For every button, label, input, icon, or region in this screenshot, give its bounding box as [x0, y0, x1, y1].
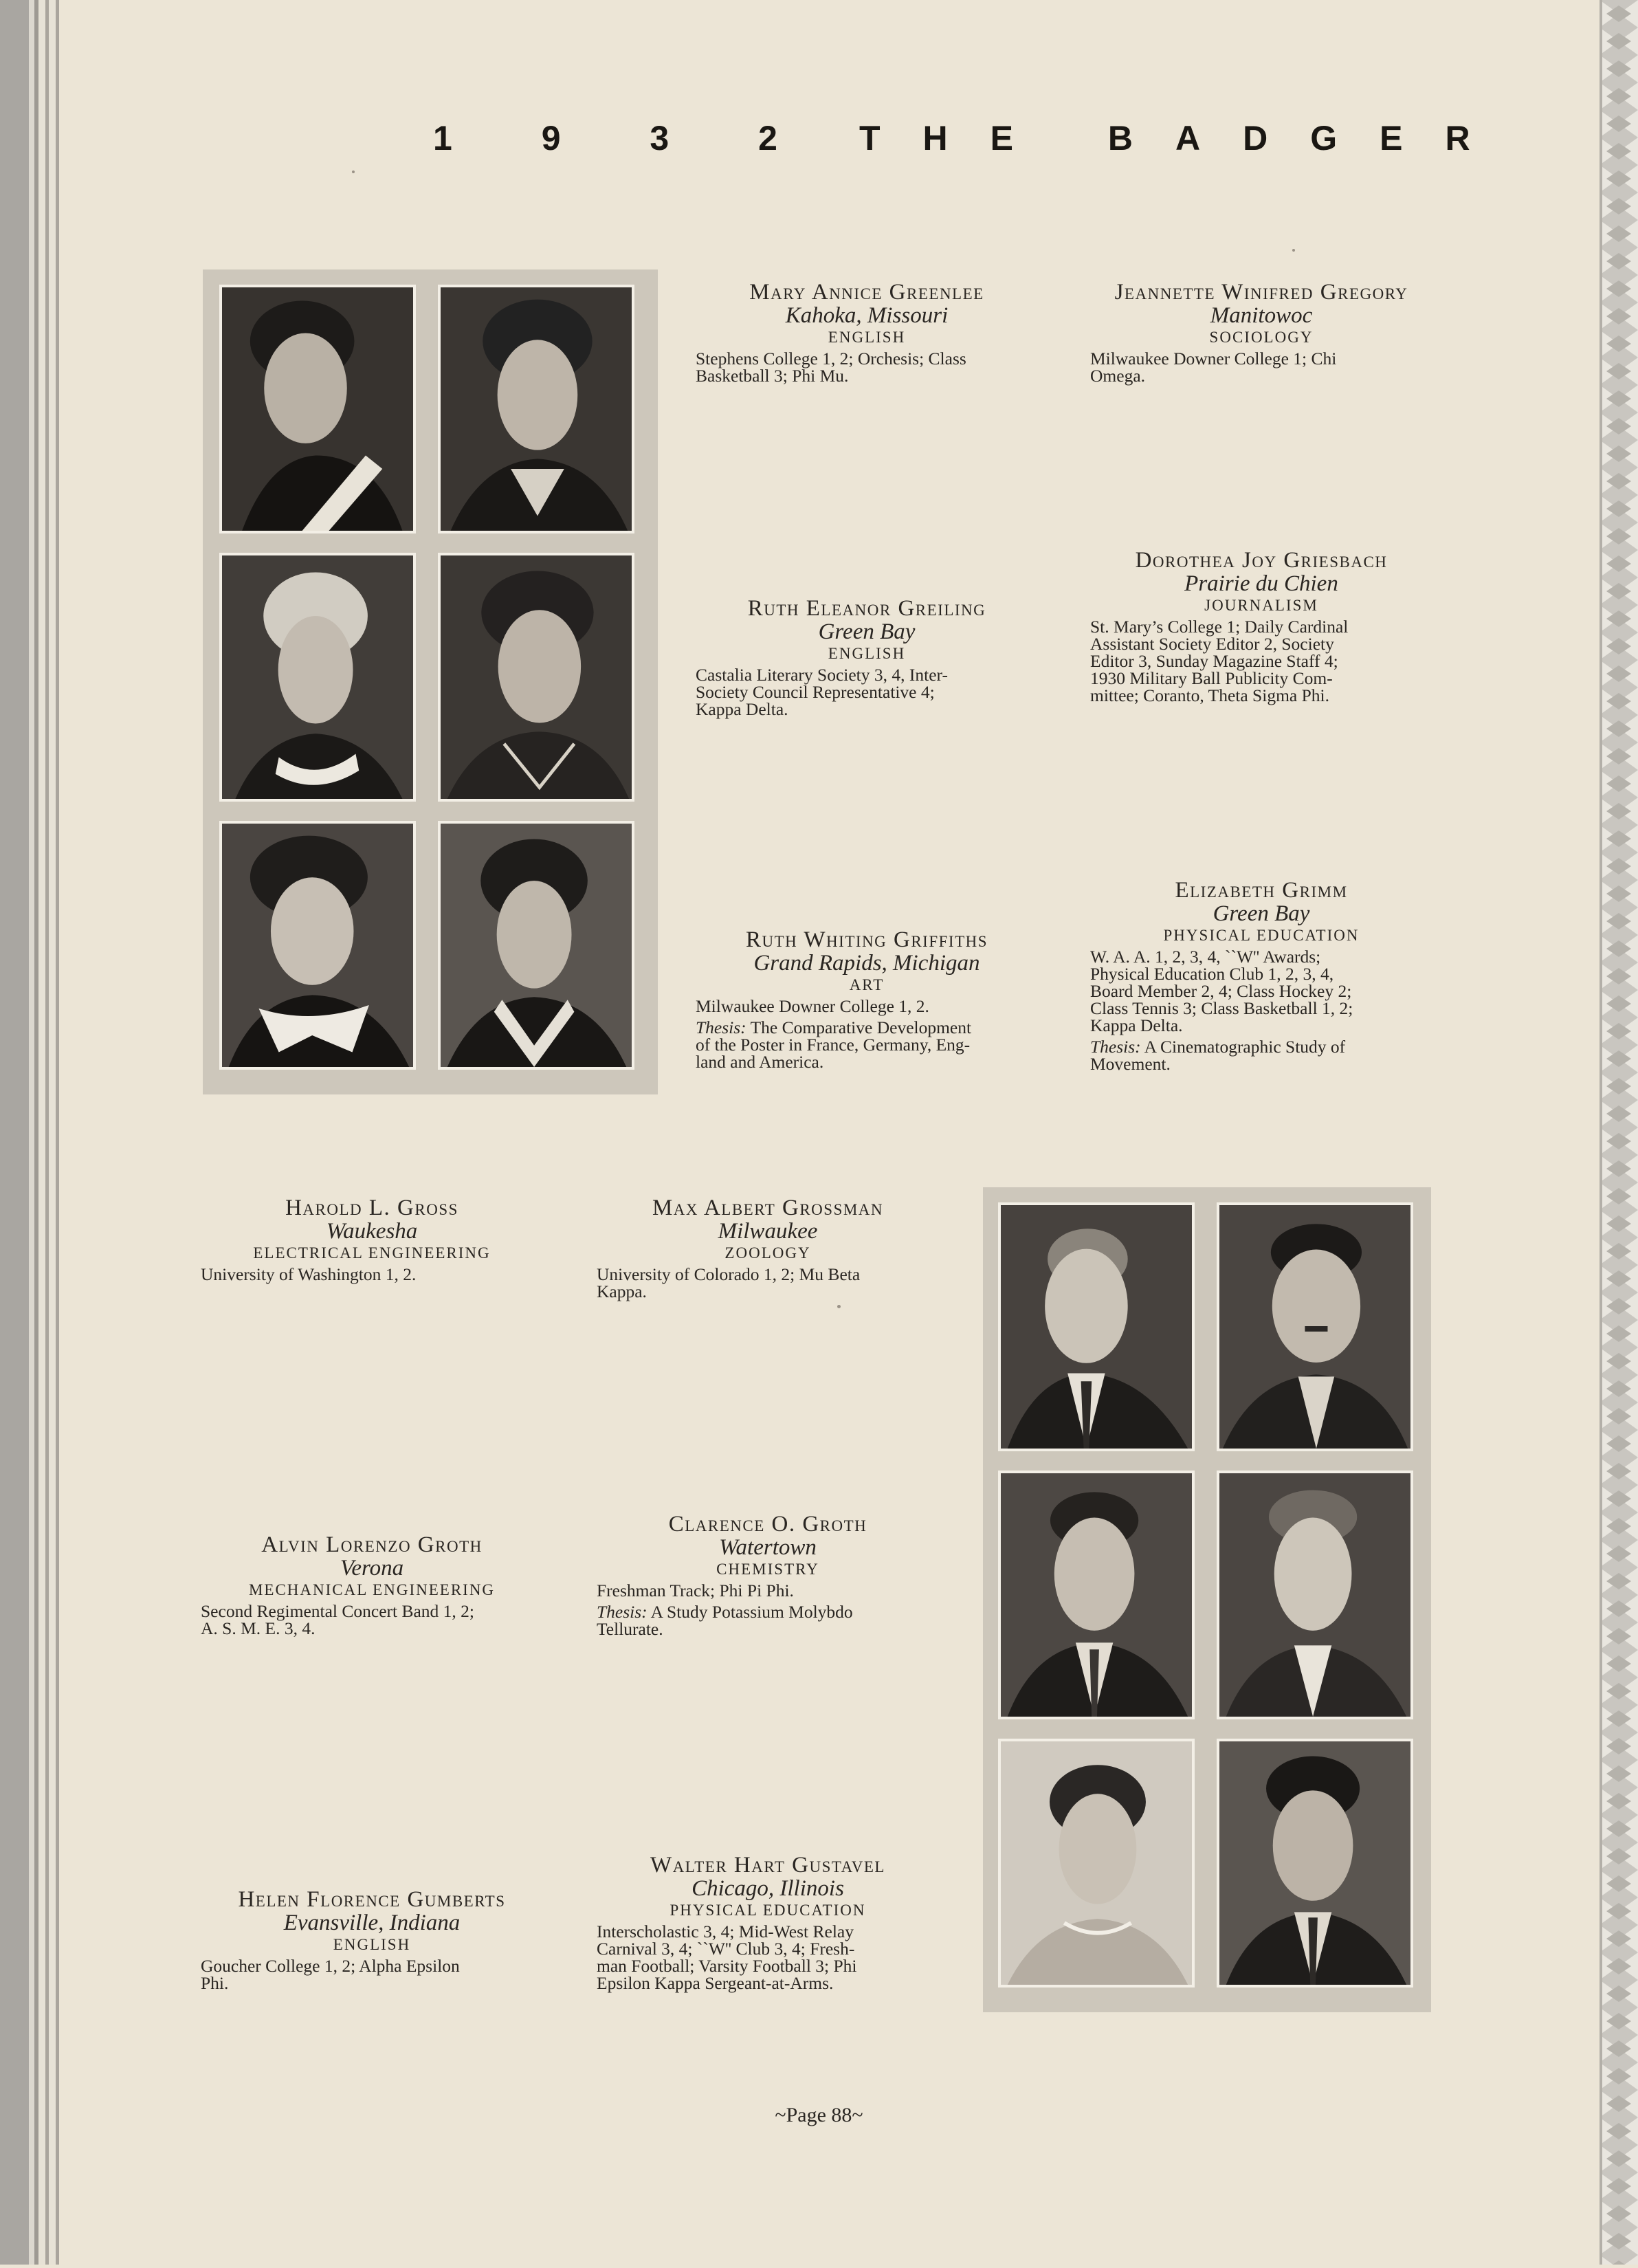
- record-line: mittee; Coranto, Theta Sigma Phi.: [1090, 685, 1329, 705]
- student-major: ELECTRICAL ENGINEERING: [253, 1244, 491, 1262]
- student-record: [1090, 350, 1432, 384]
- portrait-photo: [438, 285, 634, 533]
- record-line: Assistant Society Editor 2, Society: [1090, 634, 1334, 654]
- portrait-photo: [1217, 1202, 1413, 1451]
- thesis-line: [696, 1019, 1038, 1036]
- record-line: Omega.: [1090, 366, 1146, 386]
- student-entry: [201, 1533, 543, 1637]
- portrait-photo: [219, 821, 416, 1070]
- student-name: Alvin Lorenzo Groth: [261, 1532, 483, 1557]
- student-record: [597, 1266, 939, 1300]
- page-number: ~Page 88~: [775, 2104, 863, 2126]
- student-hometown: Kahoka, Missouri: [785, 303, 949, 328]
- thesis-line: Movement.: [1090, 1054, 1171, 1074]
- thesis-line: Tellurate.: [597, 1619, 663, 1639]
- portrait-photo: [219, 553, 416, 802]
- student-major: JOURNALISM: [1204, 597, 1318, 614]
- thesis-line: [1090, 1038, 1432, 1055]
- portrait-photo: [438, 821, 634, 1070]
- student-hometown: Grand Rapids, Michigan: [753, 951, 980, 976]
- portrait-photo: [1217, 1739, 1413, 1988]
- thesis-label: Thesis:: [597, 1602, 648, 1622]
- record-line: University of Colorado 1, 2; Mu Beta: [597, 1264, 861, 1284]
- student-name: Walter Hart Gustavel: [650, 1853, 885, 1878]
- student-record: [597, 1582, 939, 1638]
- student-name: Clarence O. Groth: [668, 1512, 867, 1537]
- thesis-label: Thesis:: [1090, 1037, 1141, 1057]
- student-major: ART: [849, 976, 885, 993]
- record-line: Board Member 2, 4; Class Hockey 2;: [1090, 981, 1352, 1001]
- thesis-text: A Study Potassium Molybdo: [650, 1602, 853, 1622]
- student-hometown: Evansville, Indiana: [283, 1911, 461, 1935]
- student-hometown: Green Bay: [1213, 901, 1310, 926]
- student-entry: [696, 597, 1038, 718]
- student-name: Harold L. Gross: [285, 1196, 458, 1220]
- portrait-photo: [219, 285, 416, 533]
- record-line: University of Washington 1, 2.: [201, 1264, 417, 1284]
- student-name: Helen Florence Gumberts: [238, 1887, 506, 1912]
- student-hometown: Waukesha: [326, 1219, 418, 1244]
- record-line: Kappa Delta.: [696, 699, 788, 719]
- student-hometown: Milwaukee: [718, 1219, 818, 1244]
- record-line: Physical Education Club 1, 2, 3, 4,: [1090, 964, 1334, 984]
- student-entry: [1090, 879, 1432, 1072]
- student-entry: [696, 928, 1038, 1070]
- student-name: Mary Annice Greenlee: [749, 280, 984, 305]
- student-hometown: Green Bay: [818, 619, 916, 644]
- record-line: Basketball 3; Phi Mu.: [696, 366, 849, 386]
- student-hometown: Manitowoc: [1210, 303, 1313, 328]
- student-record: [696, 998, 1038, 1070]
- thesis-text: The Comparative Development: [750, 1017, 972, 1037]
- thesis-text: A Cinematographic Study of: [1144, 1037, 1346, 1057]
- student-record: [1090, 618, 1432, 704]
- record-line: Epsilon Kappa Sergeant-at-Arms.: [597, 1973, 834, 1993]
- student-major: ENGLISH: [828, 329, 906, 346]
- header-year: 1 9 3 2: [433, 119, 817, 157]
- portrait-photo: [998, 1471, 1195, 1719]
- left-page-edge: [0, 0, 65, 2265]
- student-entry: [597, 1512, 939, 1638]
- record-line: St. Mary’s College 1; Daily Cardinal: [1090, 617, 1349, 637]
- student-record: [201, 1957, 543, 1992]
- student-name: Dorothea Joy Griesbach: [1135, 548, 1388, 573]
- student-hometown: Verona: [340, 1556, 404, 1581]
- record-line: Second Regimental Concert Band 1, 2;: [201, 1601, 475, 1621]
- student-hometown: Chicago, Illinois: [691, 1876, 844, 1901]
- photo-panel-bottom: [983, 1187, 1431, 2012]
- student-major: PHYSICAL EDUCATION: [669, 1902, 866, 1919]
- record-line: Milwaukee Downer College 1, 2.: [696, 996, 929, 1016]
- student-record: [696, 666, 1038, 718]
- thesis-line: of the Poster in France, Germany, Eng-: [696, 1035, 971, 1055]
- student-entry: [201, 1196, 543, 1283]
- student-record: [201, 1603, 543, 1637]
- right-decorative-border: [1600, 0, 1638, 2265]
- student-name: Ruth Eleanor Greiling: [747, 596, 986, 621]
- student-entry: [696, 280, 1038, 384]
- record-line: Editor 3, Sunday Magazine Staff 4;: [1090, 651, 1338, 671]
- student-entry: [1090, 280, 1432, 384]
- student-record: [1090, 948, 1432, 1072]
- student-major: ENGLISH: [828, 645, 906, 662]
- record-line: Phi.: [201, 1973, 229, 1993]
- portrait-photo: [1217, 1471, 1413, 1719]
- record-line: Class Tennis 3; Class Basketball 1, 2;: [1090, 998, 1353, 1018]
- paper-speck: [1292, 249, 1295, 252]
- student-major: PHYSICAL EDUCATION: [1163, 927, 1360, 944]
- paper-speck: [352, 170, 355, 173]
- student-major: CHEMISTRY: [716, 1561, 819, 1578]
- record-line: Freshman Track; Phi Pi Phi.: [597, 1581, 794, 1600]
- record-line: man Football; Varsity Football 3; Phi: [597, 1956, 857, 1976]
- running-header: [433, 118, 1533, 166]
- student-major: MECHANICAL ENGINEERING: [248, 1581, 496, 1598]
- student-major: SOCIOLOGY: [1209, 329, 1314, 346]
- student-major: ZOOLOGY: [724, 1244, 811, 1262]
- record-line: Kappa Delta.: [1090, 1015, 1183, 1035]
- thesis-line: land and America.: [696, 1052, 824, 1072]
- student-name: Max Albert Grossman: [652, 1196, 884, 1220]
- student-entry: [1090, 549, 1432, 704]
- record-line: Stephens College 1, 2; Orchesis; Class: [696, 349, 966, 368]
- record-line: Castalia Literary Society 3, 4, Inter-: [696, 665, 948, 685]
- record-line: 1930 Military Ball Publicity Com-: [1090, 668, 1333, 688]
- header-title: THE BADGER: [859, 119, 1513, 157]
- student-hometown: Watertown: [719, 1535, 817, 1560]
- record-line: Carnival 3, 4; ``W'' Club 3, 4; Fresh-: [597, 1939, 855, 1959]
- record-line: Goucher College 1, 2; Alpha Epsilon: [201, 1956, 460, 1976]
- student-record: [696, 350, 1038, 384]
- record-line: W. A. A. 1, 2, 3, 4, ``W'' Awards;: [1090, 947, 1321, 967]
- record-line: Kappa.: [597, 1281, 647, 1301]
- portrait-photo: [438, 553, 634, 802]
- portrait-photo: [998, 1202, 1195, 1451]
- thesis-label: Thesis:: [696, 1017, 746, 1037]
- student-name: Ruth Whiting Griffiths: [745, 927, 988, 952]
- record-line: Interscholastic 3, 4; Mid-West Relay: [597, 1922, 854, 1941]
- student-record: [201, 1266, 543, 1283]
- thesis-line: [597, 1603, 939, 1620]
- record-line: Society Council Representative 4;: [696, 682, 935, 702]
- student-major: ENGLISH: [333, 1936, 411, 1953]
- student-entry: [201, 1888, 543, 1992]
- paper-speck: [837, 1305, 841, 1308]
- photo-panel-top: [203, 269, 658, 1094]
- student-name: Elizabeth Grimm: [1175, 878, 1348, 903]
- record-line: A. S. M. E. 3, 4.: [201, 1618, 316, 1638]
- student-name: Jeannette Winifred Gregory: [1114, 280, 1408, 305]
- portrait-photo: [998, 1739, 1195, 1988]
- student-entry: [597, 1196, 939, 1300]
- student-record: [597, 1923, 939, 1992]
- student-hometown: Prairie du Chien: [1184, 571, 1338, 596]
- student-entry: [597, 1853, 939, 1992]
- record-line: Milwaukee Downer College 1; Chi: [1090, 349, 1337, 368]
